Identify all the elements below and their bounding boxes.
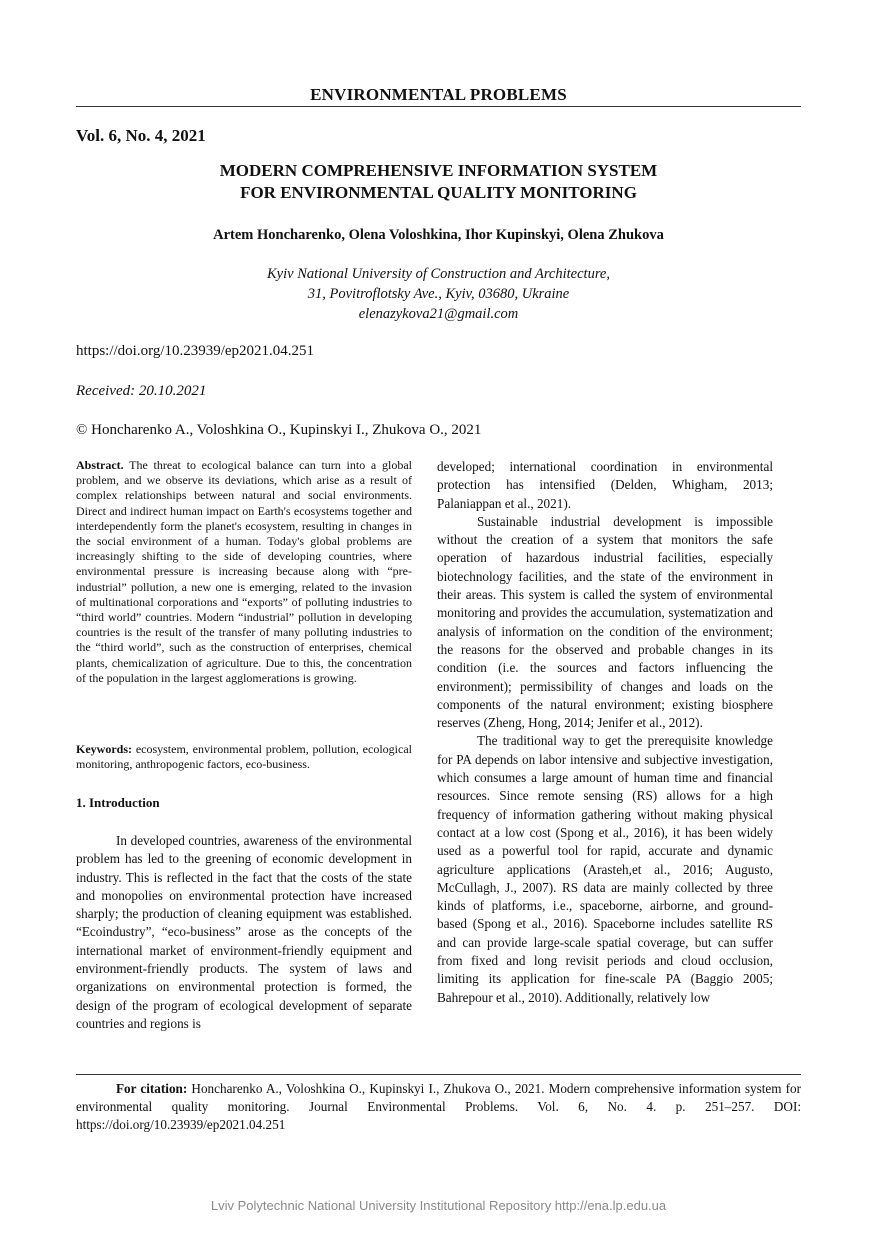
doi-link[interactable]: https://doi.org/10.23939/ep2021.04.251 [76, 343, 315, 359]
abstract-label: Abstract. [76, 458, 124, 472]
keywords [76, 742, 412, 772]
intro-paragraph-1: In developed countries, awareness of the environmental problem has led to the greening of economic development in industry. This is reflected in the fact that the costs of the state and monopolies on environmental protection have increased sharply; the production of cleaning equipment was established. “Ecoindustry”, “eco-business” arose as the concepts of the international market of environment-friendly equipment and environment-friendly products. The system of laws and organizations on environmental protection is formed, the design of the program of ecological development of separate countries and regions is [76, 833, 412, 1031]
right-paragraph-1: developed; international coordination in environmental protection has intensified (Delden, Whigham, 2013; Palaniappan et al., 2021). [437, 459, 773, 511]
keywords-label: Keywords: [76, 742, 132, 756]
keywords-text: ecosystem, environmental problem, pollution, ecological monitoring, anthropogenic factors, eco-business. [76, 742, 412, 772]
right-paragraph-3: The traditional way to get the prerequisite knowledge for PA depends on labor intensive and subjective investigation, which consumes a large amount of human time and financial resources. Since remote sensing (RS) allows for a high frequency of information gathering without making physical contact at a low cost (Spong et al., 2016), it has been widely used as a powerful tool for rapid, accurate and dynamic agriculture applications (Arasteh,et al., 2016; Augusto, McCullagh, J., 2007). RS data are mainly collected by three kinds of platforms, i.e., spaceborne, airborne, and ground-based (Spong et al., 2016). Spaceborne includes satellite RS and can provide large-scale spatial coverage, but can suffer from fixed and long revisit periods and cloud occlusion, limiting its application for fine-scale PA (Baggio 2005; Bahrepour et al., 2010). Additionally, relatively low [437, 733, 773, 1005]
affiliation-line-2: 31, Povitroflotsky Ave., Kyiv, 03680, Ukraine [307, 286, 570, 302]
header-divider [76, 106, 801, 107]
authors: Artem Honcharenko, Olena Voloshkina, Ihor Kupinskyi, Olena Zhukova [213, 227, 664, 243]
footer-divider [76, 1074, 801, 1075]
introduction-body [76, 832, 412, 1033]
citation-text: Honcharenko A., Voloshkina O., Kupinskyi I., Zhukova O., 2021. Modern comprehensive information system for environmental quality monitoring. Journal Environmental Problems. Vol. 6, No. 4. p. 251–257. DOI: https://doi.org/10.23939/ep2021.04.251 [76, 1081, 801, 1132]
received-date: Received: 20.10.2021 [76, 383, 207, 399]
affiliation [76, 264, 801, 324]
abstract-text: The threat to ecological balance can turn into a global problem, and we observe its deviations, which arise as a result of complex relationships between natural and social environments. Direct and indirect human impact on Earth's ecosystems together and interdependently form the planet's ecosystem, resulting in changes in the social environment of a human. Today's global problems are increasingly shifting to the side of developing countries, where environmental pressure is increasing because along with “pre-industrial” pollution, a new one is emerging, related to the invasion of multinational corporations and “exports” of polluting industries to “third world” countries. Modern “industrial” pollution in developing countries is the result of the transfer of many polluting industries to the “third world”, such as the construction of enterprises, chemical plants, chemicalization of agriculture. Due to this, the concentration of the population in the largest agglomerations is growing. [76, 458, 412, 685]
right-paragraph-2: Sustainable industrial development is impossible without the creation of a system that monitors the safe operation of hazardous industrial facilities, especially biotechnology facilities, and the state of the environment in their areas. This system is called the system of environmental monitoring and provides the accumulation, systematization and analysis of information on the condition of the environment; the reasons for the observed and probable changes in its condition (i.e. the sources and factors influencing the environment); permissibility of changes and loads on the components of the natural environment; existing biosphere reserves (Zheng, Hong, 2014; Jenifer et al., 2012). [437, 513, 773, 731]
right-column [437, 458, 773, 1007]
copyright: © Honcharenko A., Voloshkina O., Kupinskyi I., Zhukova O., 2021 [76, 422, 482, 438]
volume-info: Vol. 6, No. 4, 2021 [76, 126, 206, 145]
repository-footer[interactable]: Lviv Polytechnic National University Institutional Repository http://ena.lp.edu.ua [210, 1198, 667, 1213]
title-line-1: MODERN COMPREHENSIVE INFORMATION SYSTEM [219, 161, 658, 180]
article-title [76, 160, 801, 204]
citation [76, 1080, 801, 1134]
author-email[interactable]: elenazykova21@gmail.com [358, 306, 519, 322]
affiliation-line-1: Kyiv National University of Construction and Architecture, [267, 266, 610, 282]
title-line-2: FOR ENVIRONMENTAL QUALITY MONITORING [240, 183, 637, 202]
journal-name: ENVIRONMENTAL PROBLEMS [310, 85, 567, 104]
section-heading-introduction: 1. Introduction [76, 795, 160, 810]
abstract [76, 458, 412, 686]
citation-label: For citation: [116, 1081, 188, 1096]
